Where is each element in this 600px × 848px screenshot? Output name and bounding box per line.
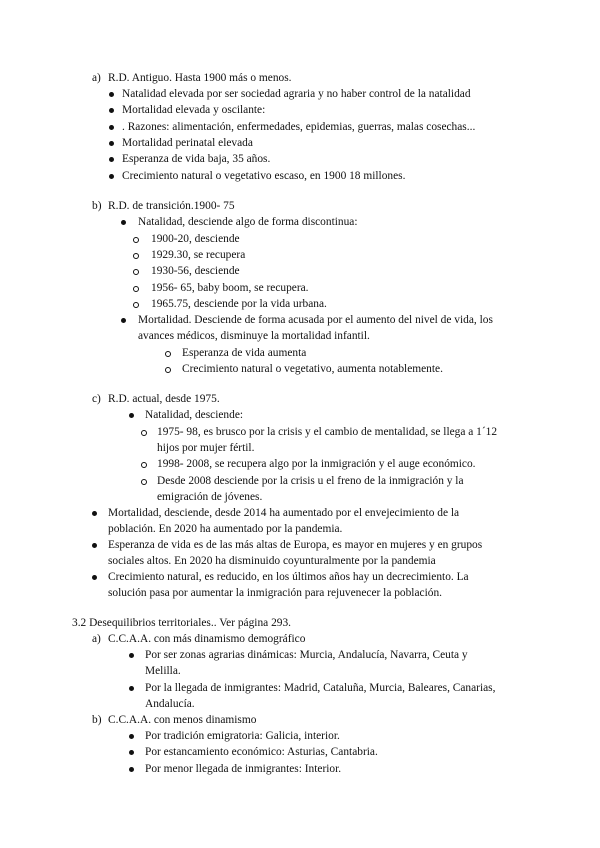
list-item: Mortalidad perinatal elevada	[122, 137, 253, 149]
bullet-dot-icon	[109, 92, 114, 97]
heading-mas-dinamismo: C.C.A.A. con más dinamismo demográfico	[108, 633, 306, 645]
list-marker-a: a)	[92, 633, 101, 645]
list-item: Crecimiento natural o vegetativo escaso, en 1900 18 millones.	[122, 170, 406, 182]
list-item-continuation: avances médicos, disminuye la mortalidad infantil.	[138, 330, 370, 342]
bullet-circle-icon	[133, 237, 139, 243]
list-item: Por estancamiento económico: Asturias, Cantabria.	[145, 746, 378, 758]
list-marker-c: c)	[92, 393, 101, 405]
list-item: Por menor llegada de inmigrantes: Interior.	[145, 763, 342, 775]
bullet-circle-icon	[141, 462, 147, 468]
bullet-circle-icon	[133, 253, 139, 259]
list-item: Desde 2008 desciende por la crisis u el freno de la inmigración y la	[157, 475, 464, 487]
heading-rd-actual: R.D. actual, desde 1975.	[108, 393, 220, 405]
list-item: 1965.75, desciende por la vida urbana.	[151, 298, 327, 310]
bullet-dot-icon	[121, 318, 126, 323]
bullet-circle-icon	[133, 269, 139, 275]
bullet-circle-icon	[141, 479, 147, 485]
list-marker-b: b)	[92, 200, 102, 212]
list-item-continuation: Melilla.	[145, 665, 181, 677]
bullet-circle-icon	[165, 351, 171, 357]
list-item: 1975- 98, es brusco por la crisis y el cambio de mentalidad, se llega a 1´12	[157, 426, 498, 438]
bullet-dot-icon	[109, 174, 114, 179]
bullet-dot-icon	[129, 734, 134, 739]
list-item: 1956- 65, baby boom, se recupera.	[151, 282, 309, 294]
bullet-dot-icon	[129, 750, 134, 755]
list-item: Esperanza de vida baja, 35 años.	[122, 153, 271, 165]
bullet-dot-icon	[109, 141, 114, 146]
bullet-dot-icon	[92, 511, 97, 516]
list-item: Mortalidad, desciende, desde 2014 ha aumentado por el envejecimiento de la	[108, 507, 460, 519]
list-item: Por la llegada de inmigrantes: Madrid, Cataluña, Murcia, Baleares, Canarias,	[145, 682, 496, 694]
bullet-dot-icon	[92, 543, 97, 548]
list-item: Esperanza de vida aumenta	[182, 347, 307, 359]
bullet-dot-icon	[129, 413, 134, 418]
list-item-continuation: Andalucía.	[145, 698, 195, 710]
list-item-continuation: sociales altos. En 2020 ha disminuido coyunturalmente por la pandemia	[108, 555, 436, 567]
bullet-circle-icon	[133, 286, 139, 292]
heading-rd-antiguo: R.D. Antiguo. Hasta 1900 más o menos.	[108, 72, 292, 84]
bullet-dot-icon	[92, 575, 97, 580]
bullet-circle-icon	[133, 302, 139, 308]
bullet-dot-icon	[109, 157, 114, 162]
list-item: 1900-20, desciende	[151, 233, 240, 245]
list-item: Por tradición emigratoria: Galicia, interior.	[145, 730, 340, 742]
list-item: 1930-56, desciende	[151, 265, 240, 277]
list-item: 1998- 2008, se recupera algo por la inmigración y el auge económico.	[157, 458, 476, 470]
list-item: Crecimiento natural, es reducido, en los últimos años hay un decrecimiento. La	[108, 571, 469, 583]
list-item: Por ser zonas agrarias dinámicas: Murcia, Andalucía, Navarra, Ceuta y	[145, 649, 468, 661]
list-marker-a: a)	[92, 72, 101, 84]
bullet-dot-icon	[109, 108, 114, 113]
bullet-dot-icon	[129, 767, 134, 772]
bullet-dot-icon	[129, 653, 134, 658]
list-item: . Razones: alimentación, enfermedades, epidemias, guerras, malas cosechas...	[122, 121, 476, 133]
list-item: Natalidad, desciende:	[145, 409, 244, 421]
list-marker-b: b)	[92, 714, 102, 726]
list-item-continuation: emigración de jóvenes.	[157, 491, 263, 503]
list-item: Natalidad elevada por ser sociedad agraria y no haber control de la natalidad	[122, 88, 471, 100]
section-title-3-2: 3.2 Desequilibrios territoriales.. Ver página 293.	[72, 617, 292, 629]
list-item: Natalidad, desciende algo de forma discontinua:	[138, 216, 358, 228]
list-item: Mortalidad elevada y oscilante:	[122, 104, 266, 116]
bullet-circle-icon	[165, 367, 171, 373]
list-item: Crecimiento natural o vegetativo, aumenta notablemente.	[182, 363, 443, 375]
list-item-continuation: solución pasa por aumentar la inmigración para rejuvenecer la población.	[108, 587, 442, 599]
bullet-dot-icon	[109, 125, 114, 130]
heading-rd-transicion: R.D. de transición.1900- 75	[108, 200, 235, 212]
bullet-dot-icon	[121, 220, 126, 225]
list-item: Esperanza de vida es de las más altas de Europa, es mayor en mujeres y en grupos	[108, 539, 483, 551]
bullet-dot-icon	[129, 686, 134, 691]
list-item-continuation: hijos por mujer fértil.	[157, 442, 255, 454]
bullet-circle-icon	[141, 430, 147, 436]
heading-menos-dinamismo: C.C.A.A. con menos dinamismo	[108, 714, 257, 726]
list-item: 1929.30, se recupera	[151, 249, 246, 261]
list-item: Mortalidad. Desciende de forma acusada por el aumento del nivel de vida, los	[138, 314, 493, 326]
list-item-continuation: población. En 2020 ha aumentado por la pandemia.	[108, 523, 343, 535]
